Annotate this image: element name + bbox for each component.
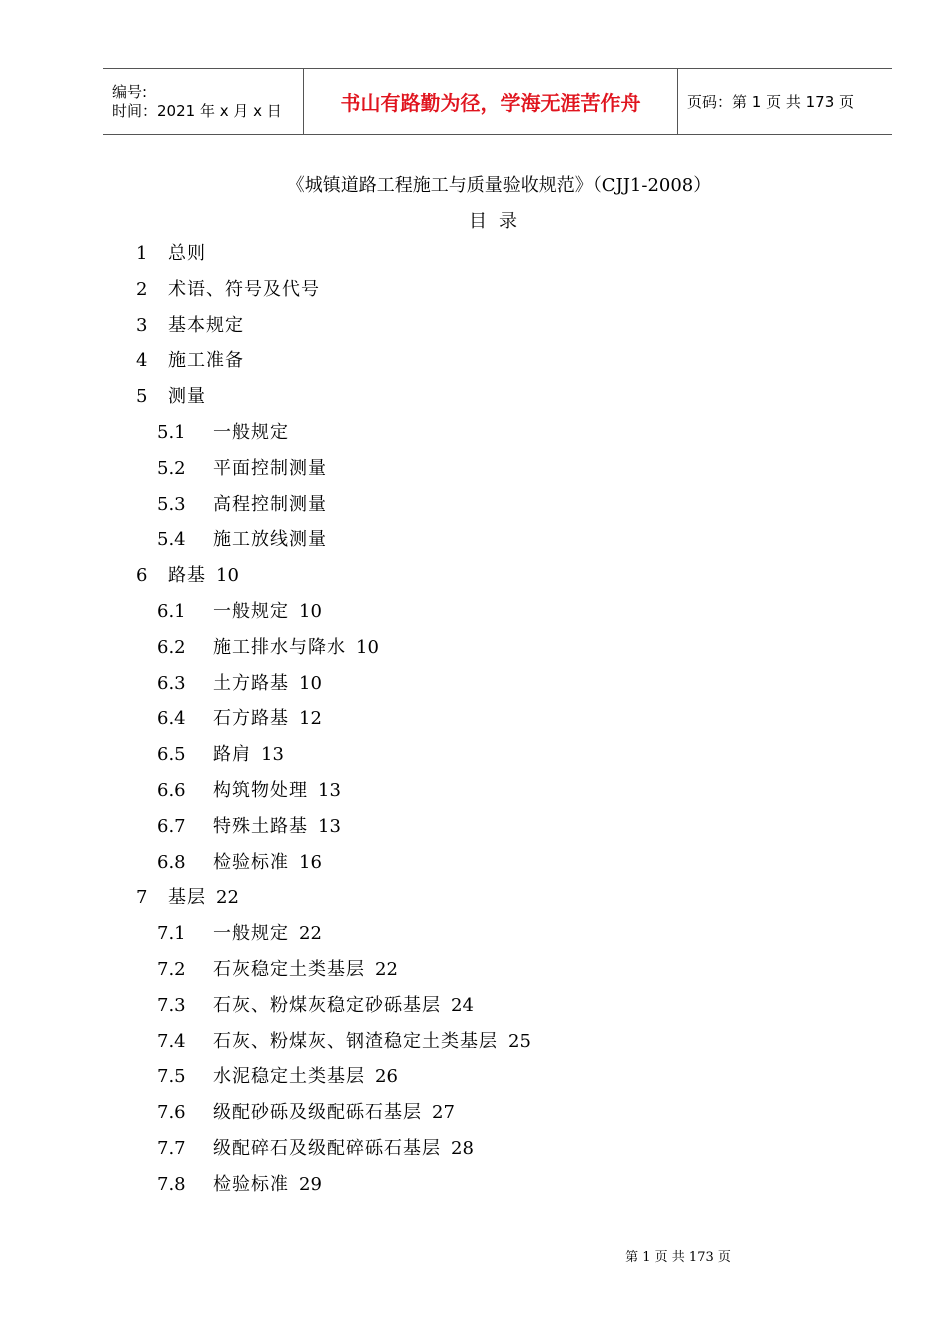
toc-entry-number: 6.1	[157, 600, 186, 622]
toc-entry-page: 12	[299, 708, 322, 730]
toc-entry-title: 土方路基	[213, 672, 289, 694]
toc-entry-number: 7.4	[157, 1030, 186, 1052]
toc-entry-title: 一般规定	[213, 421, 289, 443]
toc-entry	[0, 1095, 950, 1131]
toc-entry	[0, 308, 950, 344]
toc-entry-title: 检验标准	[213, 1173, 289, 1195]
toc-entry-title: 级配碎石及级配碎砾石基层	[213, 1137, 441, 1159]
toc-entry-title: 施工准备	[168, 350, 244, 372]
toc-entry-title: 总则	[168, 243, 206, 264]
toc-entry-number: 2	[136, 278, 148, 300]
toc-entry-page: 10	[356, 636, 379, 658]
toc-entry-page: 27	[432, 1102, 455, 1124]
toc-entry	[0, 558, 950, 594]
toc-entry	[0, 1167, 950, 1203]
toc-entry-number: 1	[136, 243, 148, 264]
toc-entry-number: 6.4	[157, 708, 186, 730]
toc-entry-page: 10	[299, 672, 322, 694]
toc-entry-page: 24	[451, 994, 474, 1016]
toc-entry-number: 7.3	[157, 994, 186, 1016]
toc-entry-page: 13	[318, 779, 341, 801]
toc-entry-number: 7.6	[157, 1102, 186, 1124]
toc-entry	[0, 594, 950, 630]
toc-entry-title: 路基	[168, 565, 206, 587]
toc-entry	[0, 451, 950, 487]
toc-entry-page: 13	[261, 744, 284, 766]
toc-entry-number: 3	[136, 314, 148, 336]
header-motto: 书山有路勤为径，学海无涯苦作舟	[304, 69, 678, 134]
toc-entry-title: 术语、符号及代号	[168, 278, 320, 300]
toc-entry	[0, 845, 950, 881]
toc-entry-title: 石灰、粉煤灰稳定砂砾基层	[213, 994, 441, 1016]
toc-entry-number: 6.6	[157, 779, 186, 801]
toc-entry	[0, 343, 950, 379]
serial-label: 编号:	[112, 82, 148, 101]
toc-entry-page: 10	[299, 600, 322, 622]
toc-entry-title: 特殊土路基	[213, 815, 308, 837]
toc-entry	[0, 1024, 950, 1060]
toc-entry-number: 5	[136, 386, 148, 408]
toc-entry-title: 检验标准	[213, 851, 289, 873]
toc-entry-title: 一般规定	[213, 923, 289, 945]
toc-entry-number: 7.1	[157, 923, 186, 945]
toc-heading: 目录	[469, 211, 529, 232]
toc-entry-title: 基本规定	[168, 314, 244, 336]
toc-entry-number: 4	[136, 350, 148, 372]
toc-entry-page: 25	[508, 1030, 531, 1052]
toc-entry	[0, 415, 950, 451]
toc-entry	[0, 1131, 950, 1167]
toc-entry-title: 石灰稳定土类基层	[213, 958, 365, 980]
toc-entry-number: 6.2	[157, 636, 186, 658]
toc-entry	[0, 272, 950, 308]
toc-entry-title: 测量	[168, 386, 206, 408]
toc-entry	[0, 737, 950, 773]
toc-entry	[0, 916, 950, 952]
toc-entry	[0, 952, 950, 988]
toc-entry-page: 13	[318, 815, 341, 837]
toc-entry-number: 7.5	[157, 1066, 186, 1088]
toc-entry	[0, 1059, 950, 1095]
toc-entry-title: 路肩	[213, 744, 251, 766]
toc-entry	[0, 773, 950, 809]
toc-entry-title: 一般规定	[213, 600, 289, 622]
page-footer: 第 1 页 共 173 页	[625, 1250, 731, 1265]
toc-entry-title: 平面控制测量	[213, 457, 327, 479]
header-page-info: 页码：第 1 页 共 173 页	[687, 93, 855, 111]
toc-entry-page: 28	[451, 1137, 474, 1159]
toc-entry-number: 6.5	[157, 744, 186, 766]
toc-entry-page: 10	[216, 565, 239, 587]
toc-entry-number: 6.7	[157, 815, 186, 837]
toc-entry	[0, 379, 950, 415]
toc-entry-number: 5.4	[157, 529, 186, 551]
table-of-contents	[0, 236, 950, 1203]
toc-entry-page: 22	[299, 923, 322, 945]
toc-entry-number: 5.3	[157, 493, 186, 515]
toc-entry	[0, 880, 950, 916]
toc-entry	[0, 701, 950, 737]
toc-entry	[0, 236, 950, 272]
toc-entry-title: 构筑物处理	[213, 779, 308, 801]
toc-entry-title: 石方路基	[213, 708, 289, 730]
toc-entry-title: 水泥稳定土类基层	[213, 1066, 365, 1088]
toc-entry-number: 5.2	[157, 457, 186, 479]
header-meta	[103, 69, 304, 134]
toc-entry-page: 29	[299, 1173, 322, 1195]
toc-entry-number: 7.7	[157, 1137, 186, 1159]
document-title: 《城镇道路工程施工与质量验收规范》（CJJ1-2008）	[286, 175, 712, 196]
toc-entry-page: 22	[375, 958, 398, 980]
toc-entry	[0, 630, 950, 666]
page-header	[103, 68, 892, 135]
toc-entry	[0, 809, 950, 845]
toc-entry-page: 16	[299, 851, 322, 873]
toc-entry-number: 6.8	[157, 851, 186, 873]
toc-entry-number: 5.1	[157, 421, 186, 443]
toc-entry	[0, 666, 950, 702]
toc-entry-title: 高程控制测量	[213, 493, 327, 515]
toc-entry-number: 6.3	[157, 672, 186, 694]
toc-entry-number: 7	[136, 887, 148, 909]
time-label: 时间：2021 年 x 月 x 日	[112, 101, 282, 120]
toc-entry-title: 基层	[168, 887, 206, 909]
toc-entry	[0, 988, 950, 1024]
toc-entry	[0, 487, 950, 523]
toc-entry-title: 施工排水与降水	[213, 636, 346, 658]
toc-entry-number: 6	[136, 565, 148, 587]
toc-entry-title: 石灰、粉煤灰、钢渣稳定土类基层	[213, 1030, 498, 1052]
toc-entry-page: 22	[216, 887, 239, 909]
toc-entry-number: 7.2	[157, 958, 186, 980]
toc-entry-page: 26	[375, 1066, 398, 1088]
toc-entry	[0, 522, 950, 558]
toc-entry-title: 施工放线测量	[213, 529, 327, 551]
toc-entry-title: 级配砂砾及级配砾石基层	[213, 1102, 422, 1124]
toc-entry-number: 7.8	[157, 1173, 186, 1195]
